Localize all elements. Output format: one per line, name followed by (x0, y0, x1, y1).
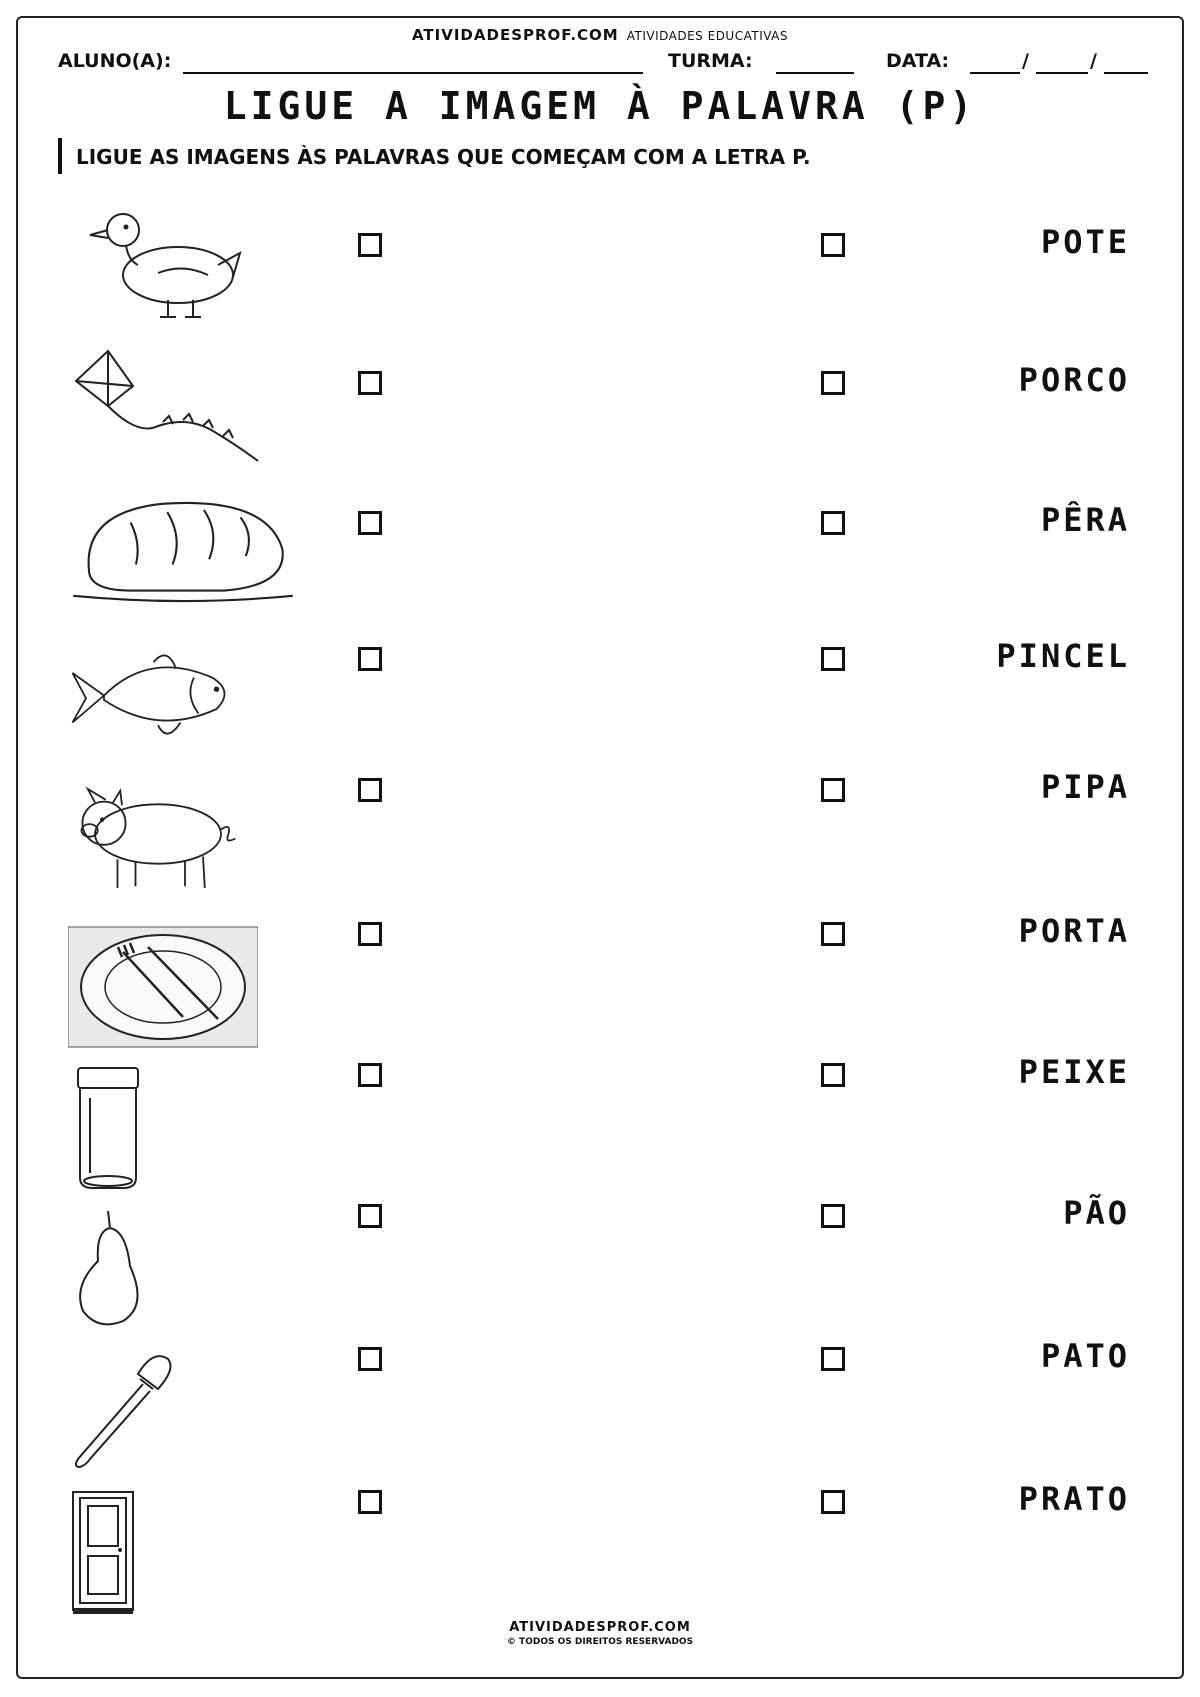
left-checkbox[interactable] (358, 1347, 382, 1371)
left-checkbox[interactable] (358, 647, 382, 671)
date-slash: / (1022, 50, 1029, 72)
date-slash: / (1090, 50, 1097, 72)
date-label: DATA: (886, 50, 950, 72)
left-checkbox[interactable] (358, 778, 382, 802)
pig-icon (68, 778, 248, 908)
right-checkbox[interactable] (821, 922, 845, 946)
left-checkbox[interactable] (358, 922, 382, 946)
right-checkbox[interactable] (821, 371, 845, 395)
right-checkbox[interactable] (821, 1204, 845, 1228)
footer-copyright: © TODOS OS DIREITOS RESERVADOS (506, 1637, 694, 1647)
match-row (0, 1337, 1200, 1489)
duck-icon (68, 205, 268, 335)
word-label: PIPA (1040, 768, 1130, 806)
student-info-fields (58, 50, 1148, 78)
footer-site: ATIVIDADESPROF.COM (509, 1620, 691, 1635)
match-row (0, 1194, 1200, 1346)
word-label: PÊRA (1040, 501, 1130, 539)
word-label: POTE (1040, 223, 1130, 261)
left-checkbox[interactable] (358, 1204, 382, 1228)
instruction-bar (58, 138, 62, 174)
right-checkbox[interactable] (821, 1347, 845, 1371)
match-row (0, 768, 1200, 918)
instruction-text: LIGUE AS IMAGENS ÀS PALAVRAS QUE COMEÇAM COM A LETRA P. (76, 145, 811, 169)
pear-icon (68, 1206, 268, 1336)
right-checkbox[interactable] (821, 233, 845, 257)
site-header (0, 26, 1200, 44)
match-row (0, 1053, 1200, 1203)
class-line[interactable] (776, 72, 854, 74)
match-row (0, 912, 1200, 1062)
jar-icon (68, 1063, 268, 1193)
match-row (0, 489, 1200, 629)
door-icon (68, 1490, 268, 1620)
footer (0, 1620, 1200, 1647)
left-checkbox[interactable] (358, 511, 382, 535)
date-day-line[interactable] (970, 72, 1020, 74)
word-label: PÃO (1063, 1194, 1130, 1232)
word-label: PORCO (1018, 361, 1130, 399)
word-label: PRATO (1018, 1480, 1130, 1518)
date-month-line[interactable] (1036, 72, 1088, 74)
right-checkbox[interactable] (821, 511, 845, 535)
match-row (0, 1480, 1200, 1630)
word-label: PATO (1040, 1337, 1130, 1375)
left-checkbox[interactable] (358, 371, 382, 395)
left-checkbox[interactable] (358, 233, 382, 257)
fish-icon (68, 635, 248, 765)
left-checkbox[interactable] (358, 1490, 382, 1514)
kite-icon (68, 346, 268, 476)
word-label: PEIXE (1018, 1053, 1130, 1091)
right-checkbox[interactable] (821, 1063, 845, 1087)
student-label: ALUNO(A): (58, 50, 172, 72)
match-row (0, 205, 1200, 345)
date-year-line[interactable] (1104, 72, 1148, 74)
right-checkbox[interactable] (821, 647, 845, 671)
right-checkbox[interactable] (821, 1490, 845, 1514)
class-label: TURMA: (668, 50, 753, 72)
bread-icon (68, 489, 298, 619)
word-label: PORTA (1018, 912, 1130, 950)
plate-icon (68, 922, 258, 1052)
brush-icon (68, 1349, 268, 1479)
page-title: LIGUE A IMAGEM À PALAVRA (P) (223, 84, 977, 128)
site-name: ATIVIDADESPROF.COM (411, 26, 619, 44)
student-name-line[interactable] (183, 72, 643, 74)
match-row (0, 635, 1200, 775)
right-checkbox[interactable] (821, 778, 845, 802)
match-row (0, 346, 1200, 486)
site-tagline: ATIVIDADES EDUCATIVAS (626, 29, 789, 43)
left-checkbox[interactable] (358, 1063, 382, 1087)
word-label: PINCEL (996, 637, 1130, 675)
